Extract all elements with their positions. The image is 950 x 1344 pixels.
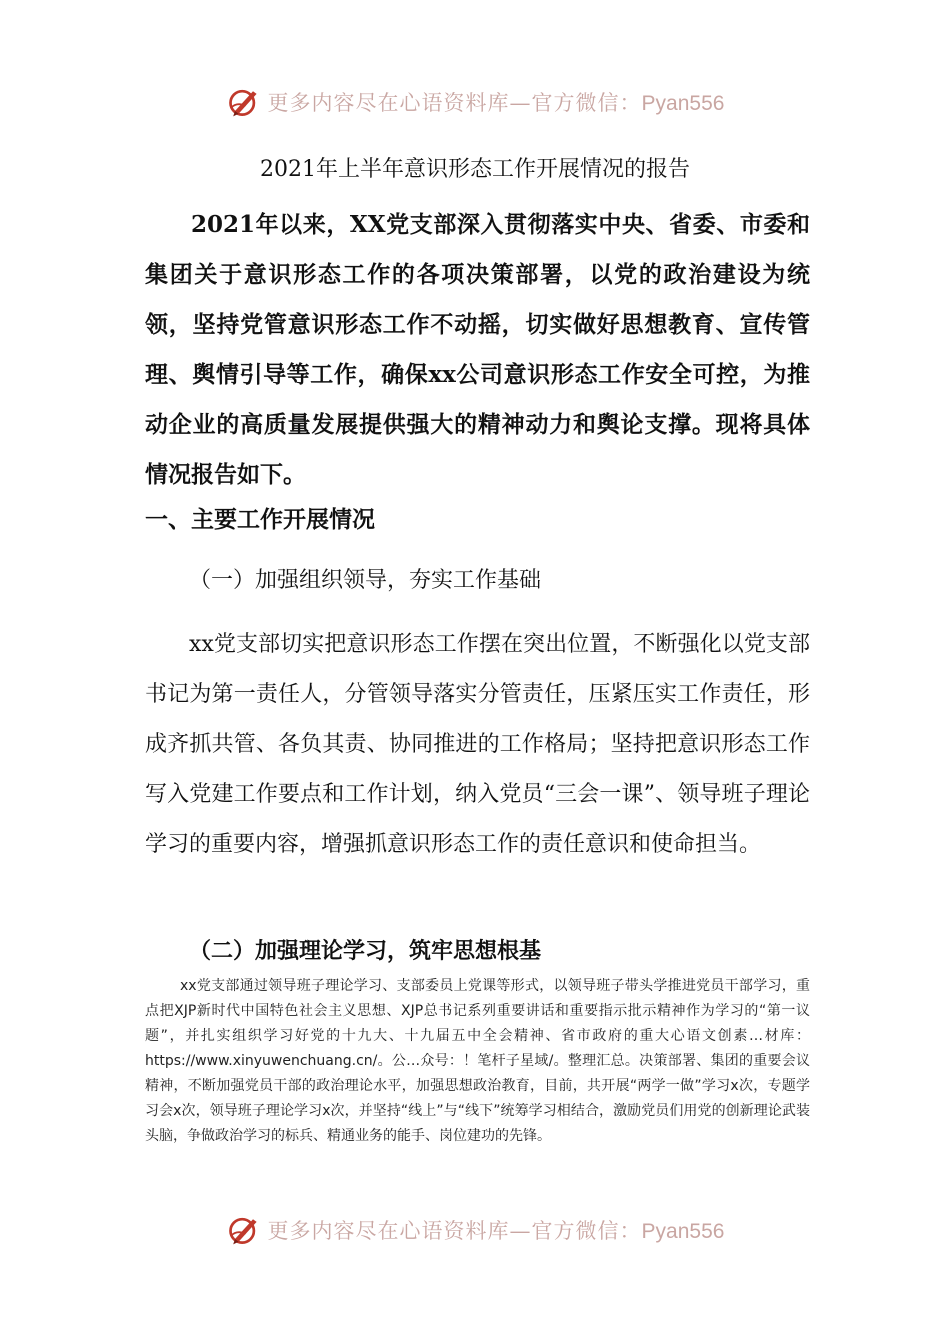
header-watermark: [0, 82, 950, 122]
watermark-group: [226, 84, 725, 120]
subsection-body-2: xx党支部通过领导班子理论学习、支部委员上党课等形式，以领导班子带头学推进党员干部学习，重点把XJP新时代中国特色社会主义思想、XJP总书记系列重要讲话和重要指示批示精神作为学习的“第一议题”，并扎实组织学习好党的十九大、十九届五中全会精神、省市政府的重大心语文创素…材库：https://www.xinyuwenchuang.cn/。公…众号：！笔杆子星域/。整理汇总。决策部署、集团的重要会议精神，不断加强党员干部的政治理论水平，加强思想政治教育，目前，共开展“两学一做”学习x次，专题学习会x次，领导班子理论学习x次，并坚持“线上”与“线下”统筹学习相结合，激励党员们用党的创新理论武装头脑，争做政治学习的标兵、精通业务的能手、岗位建功的先锋。: [145, 978, 810, 1144]
pen-circle-logo-icon: [226, 1212, 262, 1248]
intro-paragraph: 2021年以来，XX党支部深入贯彻落实中央、省委、市委和集团关于意识形态工作的各项决策部署，以党的政治建设为统领，坚持党管意识形态工作不动摇，切实做好思想教育、宣传管理、舆情引导等工作，确保xx公司意识形态工作安全可控，为推动企业的高质量发展提供强大的精神动力和舆论支撑。现将具体情况报告如下。: [145, 211, 810, 488]
footer-watermark: [0, 1210, 950, 1250]
watermark-wechat-id: Pyan556: [641, 92, 725, 115]
watermark-text: 更多内容尽在心语资料库—官方微信：Pyan556: [267, 1219, 725, 1243]
document-title: 2021年上半年意识形态工作开展情况的报告: [260, 157, 690, 182]
watermark-wechat-id: Pyan556: [641, 1220, 725, 1243]
section-heading: 一、主要工作开展情况: [145, 506, 375, 533]
watermark-text: 更多内容尽在心语资料库—官方微信：Pyan556: [267, 91, 725, 115]
pen-circle-logo-icon: [226, 84, 262, 120]
subsection-body-1: xx党支部切实把意识形态工作摆在突出位置，不断强化以党支部书记为第一责任人，分管领导落实分管责任，压紧压实工作责任，形成齐抓共管、各负其责、协同推进的工作格局；坚持把意识形态工作写入党建工作要点和工作计划，纳入党员“三会一课”、领导班子理论学习的重要内容，增强抓意识形态工作的责任意识和使命担当。: [145, 632, 810, 857]
watermark-group: [226, 1212, 725, 1248]
subsection-heading-2: （二）加强理论学习，筑牢思想根基: [189, 938, 542, 964]
subsection-heading-1: （一）加强组织领导，夯实工作基础: [189, 568, 542, 593]
